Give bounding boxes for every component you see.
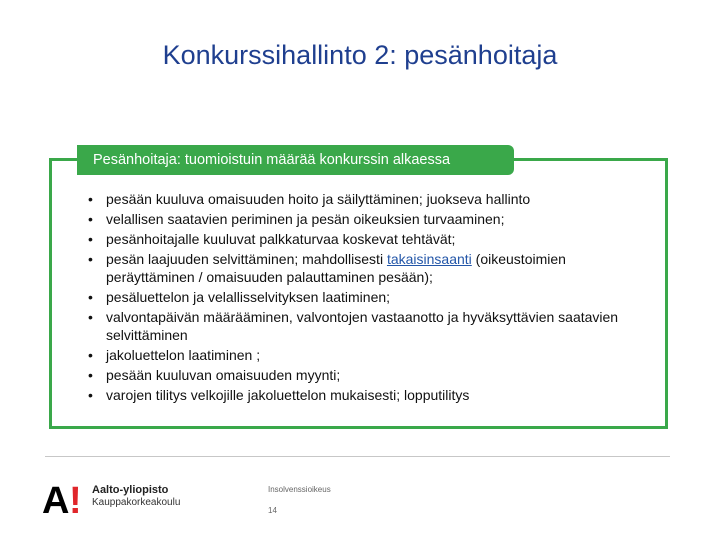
bullet-text: varojen tilitys velkojille jakoluettelon mukaisesti; lopputilitys <box>106 387 470 403</box>
list-item <box>86 288 656 306</box>
bullet-text-continued: (oikeustoimien peräyttäminen / omaisuuden palauttaminen pesään); <box>106 251 566 285</box>
bullet-dot: • <box>88 387 93 403</box>
bullet-text: pesäluettelon ja velallisselvityksen laatiminen; <box>106 289 391 305</box>
bullet-text: pesään kuuluvan omaisuuden myynti; <box>106 367 341 383</box>
bullet-text: pesään kuuluva omaisuuden hoito ja säilyttäminen; juokseva hallinto <box>106 191 531 207</box>
list-item <box>86 190 656 208</box>
bullet-text: pesän laajuuden selvittäminen; mahdollisesti <box>106 251 387 267</box>
bullet-text: velallisen saatavien periminen ja pesän oikeuksien turvaaminen; <box>106 211 505 227</box>
aalto-logo-icon <box>42 480 84 516</box>
list-item <box>86 250 656 286</box>
page-number: 14 <box>268 506 277 515</box>
bullet-dot: • <box>88 367 93 383</box>
list-item <box>86 366 656 384</box>
takaisinsaanti-link[interactable]: takaisinsaanti <box>386 251 472 267</box>
list-item <box>86 346 656 364</box>
svg-text:!: ! <box>69 480 82 516</box>
logo-name: Aalto-yliopisto <box>92 484 169 496</box>
list-item <box>86 386 656 404</box>
list-item <box>86 308 656 344</box>
bullet-list <box>86 190 656 406</box>
bullet-dot: • <box>88 231 93 247</box>
course-label: Insolvenssioikeus <box>268 485 331 494</box>
footer-divider <box>45 456 670 457</box>
bullet-dot: • <box>88 347 93 363</box>
list-item <box>86 230 656 248</box>
bullet-text: pesänhoitajalle kuuluvat palkkaturvaa koskevat tehtävät; <box>106 231 456 247</box>
bullet-text: jakoluettelon laatiminen ; <box>106 347 261 363</box>
logo-subtitle: Kauppakorkeakoulu <box>92 497 181 508</box>
bullet-dot: • <box>88 289 93 305</box>
bullet-dot: • <box>88 191 93 207</box>
bullet-text: valvontapäivän määrääminen, valvontojen vastaanotto ja hyväksyttävien saatavien selvittäminen <box>106 309 619 343</box>
header-bar: Pesänhoitaja: tuomioistuin määrää konkurssin alkaessa <box>77 145 514 175</box>
list-item <box>86 210 656 228</box>
bullet-dot: • <box>88 309 93 325</box>
svg-text:A: A <box>42 480 70 516</box>
slide-title: Konkurssihallinto 2: pesänhoitaja <box>162 40 558 70</box>
bullet-dot: • <box>88 211 93 227</box>
bullet-dot: • <box>88 251 93 267</box>
